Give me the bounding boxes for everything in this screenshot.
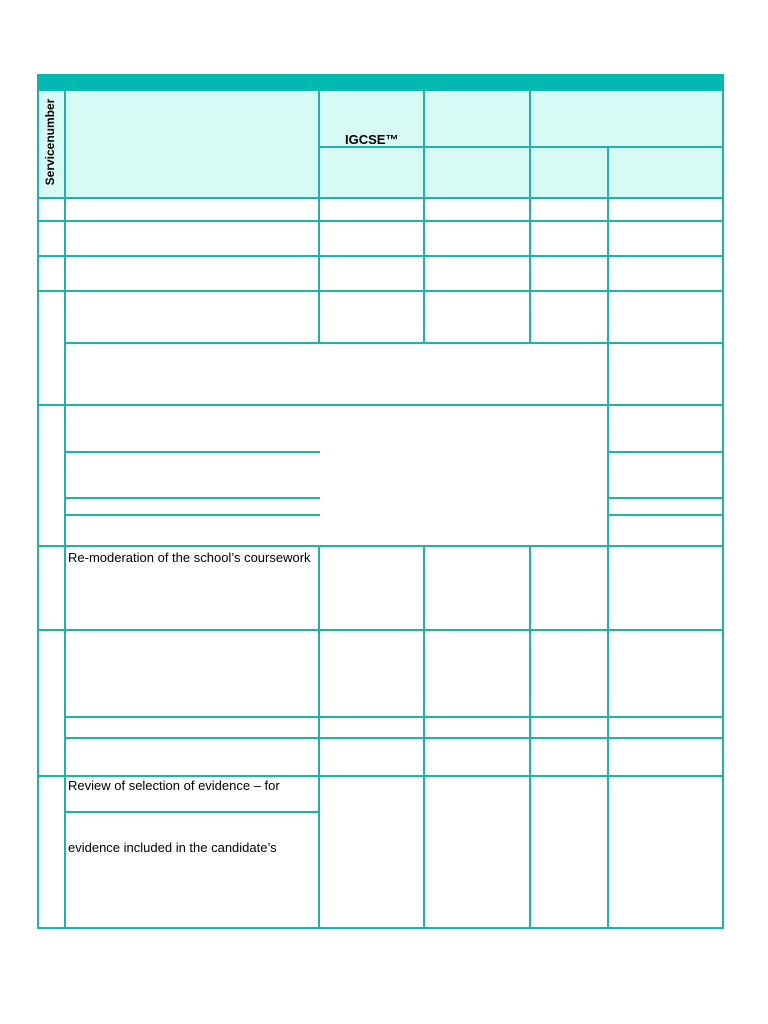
qualification-header: IGCSE™ <box>345 132 399 147</box>
row-line-5-sub-b-right <box>607 497 724 499</box>
table-border-left <box>37 89 39 929</box>
col-line-5-b <box>607 342 609 548</box>
row-line-8 <box>37 775 724 777</box>
row-line-5-sub-a-left <box>64 451 320 453</box>
row-line-5-sub-b-left <box>64 497 320 499</box>
col-line-5-a <box>607 146 609 344</box>
review-selection-line-2: evidence included in the candidate’s <box>68 840 277 855</box>
col-line-1 <box>64 89 66 929</box>
row-line-header-bottom <box>37 197 724 199</box>
col-line-2-a <box>318 89 320 344</box>
table-border-bottom <box>37 927 724 929</box>
row-line-5 <box>37 404 724 406</box>
service-number-header: Servicenumber <box>43 98 57 186</box>
row-line-5-sub-c-right <box>607 514 724 516</box>
table-border-top <box>37 89 724 91</box>
row-line-5-sub-a-right <box>607 451 724 453</box>
review-selection-line-1: Review of selection of evidence – for <box>68 778 280 793</box>
row-line-7 <box>37 629 724 631</box>
row-line-2 <box>37 255 724 257</box>
col-line-3-a <box>423 89 425 344</box>
row-line-8-sub <box>64 811 320 813</box>
remoderation-cell-text: Re-moderation of the school’s coursework <box>68 550 311 565</box>
table-border-right <box>722 89 724 929</box>
row-line-3 <box>37 290 724 292</box>
row-line-7-sub-b <box>64 737 724 739</box>
row-line-4-sub <box>64 342 724 344</box>
row-line-1 <box>37 220 724 222</box>
col-line-4-a <box>529 89 531 344</box>
row-line-5-sub-c-left <box>64 514 320 516</box>
row-line-6 <box>37 545 724 547</box>
row-line-7-sub-a <box>64 716 724 718</box>
